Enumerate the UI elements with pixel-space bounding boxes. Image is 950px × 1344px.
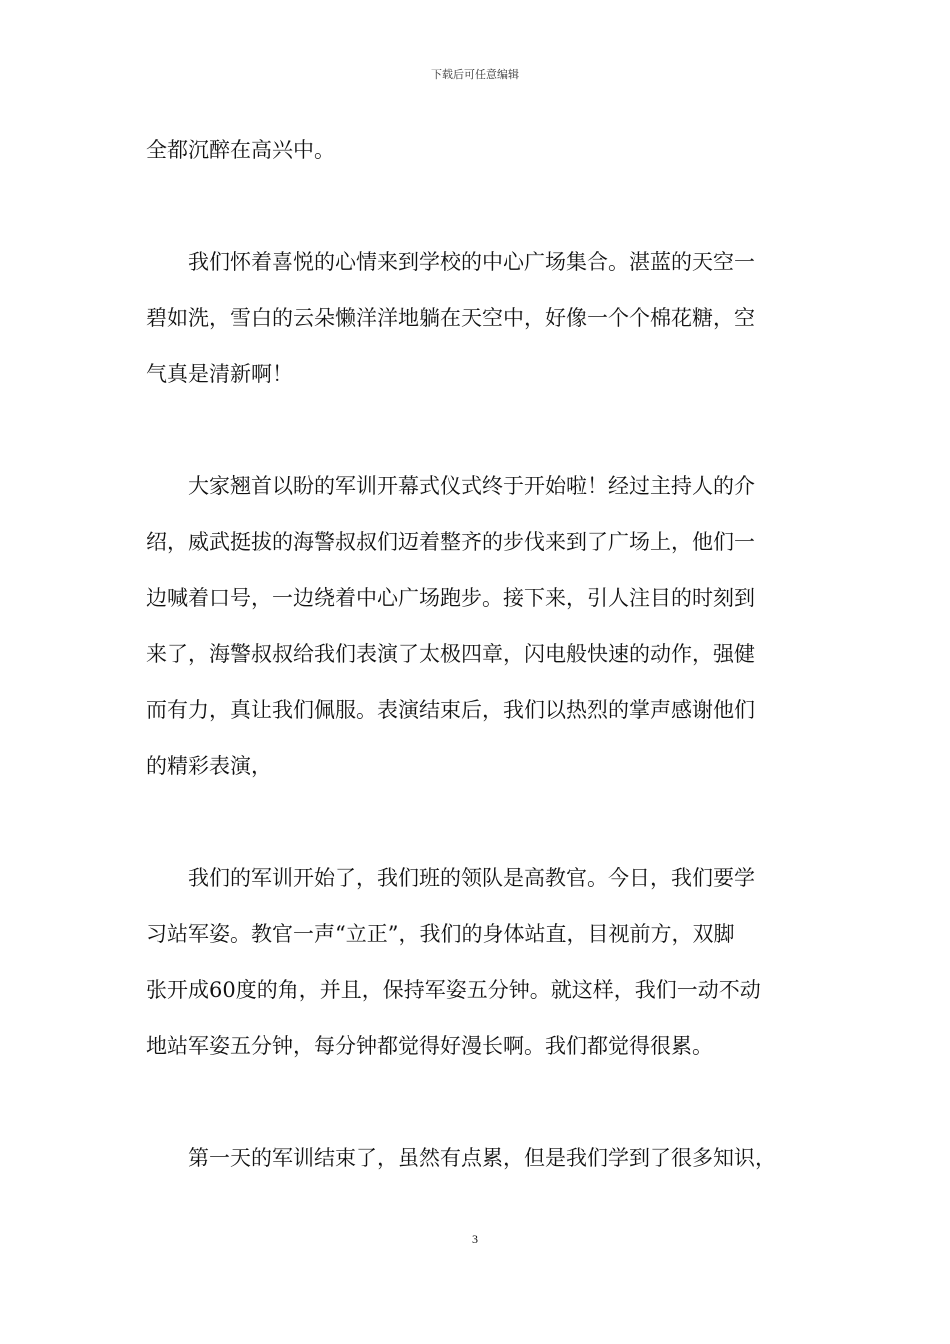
paragraph-gap [146,408,816,464]
text-line: 绍，威武挺拔的海警叔叔们迈着整齐的步伐来到了广场上，他们一 [146,530,755,554]
text-line: 我们的军训开始了，我们班的领队是高教官。今日，我们要学 [146,866,755,890]
header-note: 下载后可任意编辑 [431,68,519,81]
text-line: 边喊着口号，一边绕着中心广场跑步。接下来，引人注目的时刻到 [146,586,755,610]
text-line: 地站军姿五分钟，每分钟都觉得好漫长啊。我们都觉得很累。 [146,1034,713,1058]
text-line: 来了，海警叔叔给我们表演了太极四章，闪电般快速的动作，强健 [146,642,755,666]
page-number: 3 [472,1232,478,1246]
text-line: 全都沉醉在高兴中。 [146,138,335,162]
document-body [146,128,816,1192]
text-line: 张开成60度的角，并且，保持军姿五分钟。就这样，我们一动不动 [146,978,761,1002]
paragraph-gap [146,1080,816,1136]
text-line: 我们怀着喜悦的心情来到学校的中心广场集合。湛蓝的天空一 [146,250,755,274]
text-line: 习站军姿。教官一声“立正”，我们的身体站直，目视前方，双脚 [146,922,735,946]
text-line: 碧如洗，雪白的云朵懒洋洋地躺在天空中，好像一个个棉花糖，空 [146,306,755,330]
paragraph-gap [146,800,816,856]
text-line: 大家翘首以盼的军训开幕式仪式终于开始啦！经过主持人的介 [146,474,755,498]
text-line: 的精彩表演， [146,754,272,778]
text-line: 气真是清新啊！ [146,362,293,386]
paragraph-gap [146,184,816,240]
text-line: 而有力，真让我们佩服。表演结束后，我们以热烈的掌声感谢他们 [146,698,755,722]
text-line: 第一天的军训结束了，虽然有点累，但是我们学到了很多知识， [146,1146,776,1170]
